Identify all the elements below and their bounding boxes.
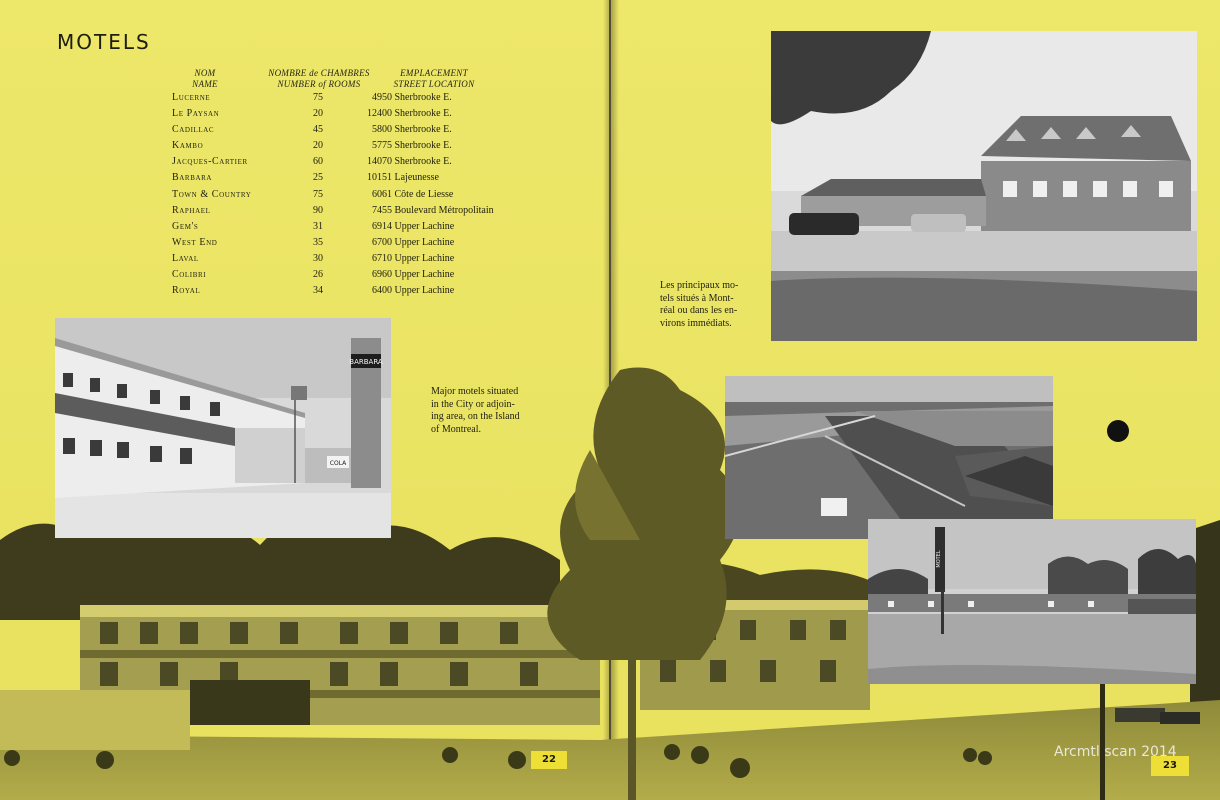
street-number: 6400	[372, 285, 392, 297]
header-name-fr: NOM	[194, 68, 216, 78]
street-location	[322, 205, 494, 216]
street-location	[322, 140, 452, 151]
street-location	[322, 124, 452, 135]
motel-name: Cadillac	[172, 124, 215, 136]
street-location	[322, 189, 453, 200]
room-count: 30	[313, 252, 323, 264]
motel-name: Barbara	[172, 172, 213, 184]
room-count: 45	[313, 124, 323, 136]
scan-watermark: Arcmtl scan 2014	[1054, 744, 1177, 760]
motel-name: Raphael	[172, 204, 211, 216]
street-number: 14070	[367, 156, 392, 168]
punched-hole	[1107, 420, 1129, 442]
street-number: 6710	[372, 252, 392, 264]
street-location	[322, 92, 452, 103]
page-title: MOTELS	[57, 30, 151, 54]
street-location	[322, 253, 454, 264]
motel-sign: MOTEL	[936, 550, 942, 568]
street-name: Sherbrooke E.	[394, 140, 452, 152]
room-count: 60	[313, 156, 323, 168]
motel-name: Jacques-Cartier	[172, 156, 248, 168]
motel-name: Kambo	[172, 140, 204, 152]
street-name: Sherbrooke E.	[394, 92, 452, 103]
street-location	[322, 237, 454, 248]
street-number: 5775	[372, 140, 392, 152]
room-count: 25	[313, 172, 323, 184]
street-number: 4950	[372, 92, 392, 103]
cola-sign: COLA	[329, 460, 347, 467]
room-count: 90	[313, 204, 323, 216]
street-location	[322, 156, 452, 167]
header-name	[180, 68, 230, 90]
motel-sign-photo	[868, 519, 1196, 684]
street-name: Sherbrooke E.	[394, 124, 452, 136]
street-number: 6700	[372, 236, 392, 248]
motel-name: Town & Country	[172, 188, 252, 200]
street-location	[322, 108, 452, 119]
header-location	[384, 68, 484, 90]
room-count: 26	[313, 269, 323, 281]
room-count: 75	[313, 188, 323, 200]
street-number: 12400	[367, 108, 392, 120]
street-name: Lajeunesse	[394, 172, 439, 184]
street-number: 6960	[372, 269, 392, 281]
motel-name: Laval	[172, 252, 199, 264]
caption-french: Les principaux mo- tels situés à Mont- réal ou dans les en- virons immédiats.	[660, 280, 739, 329]
motel-name: West End	[172, 236, 218, 248]
page-number-left: 22	[531, 751, 567, 769]
room-count: 20	[313, 140, 323, 152]
street-name: Upper Lachine	[394, 236, 455, 248]
motel-name: Lucerne	[172, 92, 211, 103]
motel-name: Colibri	[172, 269, 207, 281]
street-name: Sherbrooke E.	[394, 156, 452, 168]
street-location	[322, 172, 439, 183]
motel-name: Le Paysan	[172, 108, 220, 120]
street-name: Boulevard Métropolitain	[394, 204, 494, 216]
street-name: Upper Lachine	[394, 269, 455, 281]
street-name: Côte de Liesse	[394, 188, 454, 200]
page-number-right: 23	[1151, 756, 1189, 776]
header-location-en: STREET LOCATION	[393, 79, 475, 89]
barbara-sign: BARBARA	[349, 358, 383, 366]
motel-name: Gem's	[172, 220, 199, 232]
street-number: 5800	[372, 124, 392, 136]
street-location	[322, 269, 454, 280]
street-location	[322, 221, 454, 232]
caption-english: Major motels situated in the City or adjoin- ing area, on the Island of Montreal.	[431, 386, 520, 435]
header-rooms-en: NUMBER of ROOMS	[277, 79, 361, 89]
room-count: 34	[313, 285, 323, 297]
room-count: 31	[313, 220, 323, 232]
street-number: 7455	[372, 204, 392, 216]
aerial-motel-photo	[725, 376, 1053, 539]
street-location	[322, 285, 454, 296]
street-name: Sherbrooke E.	[394, 108, 452, 120]
street-name: Upper Lachine	[394, 252, 455, 264]
room-count: 75	[313, 92, 323, 103]
header-location-fr: EMPLACEMENT	[400, 68, 468, 78]
header-rooms	[262, 68, 376, 90]
stone-motel-photo	[771, 31, 1197, 341]
street-name: Upper Lachine	[394, 285, 455, 297]
street-number: 6914	[372, 220, 392, 232]
room-count: 20	[313, 108, 323, 120]
room-count: 35	[313, 236, 323, 248]
barbara-motel-photo	[55, 318, 391, 538]
street-name: Upper Lachine	[394, 220, 455, 232]
street-number: 6061	[372, 188, 392, 200]
header-name-en: NAME	[192, 79, 218, 89]
header-rooms-fr: NOMBRE de CHAMBRES	[268, 68, 370, 78]
street-number: 10151	[367, 172, 392, 184]
motel-name: Royal	[172, 285, 201, 297]
